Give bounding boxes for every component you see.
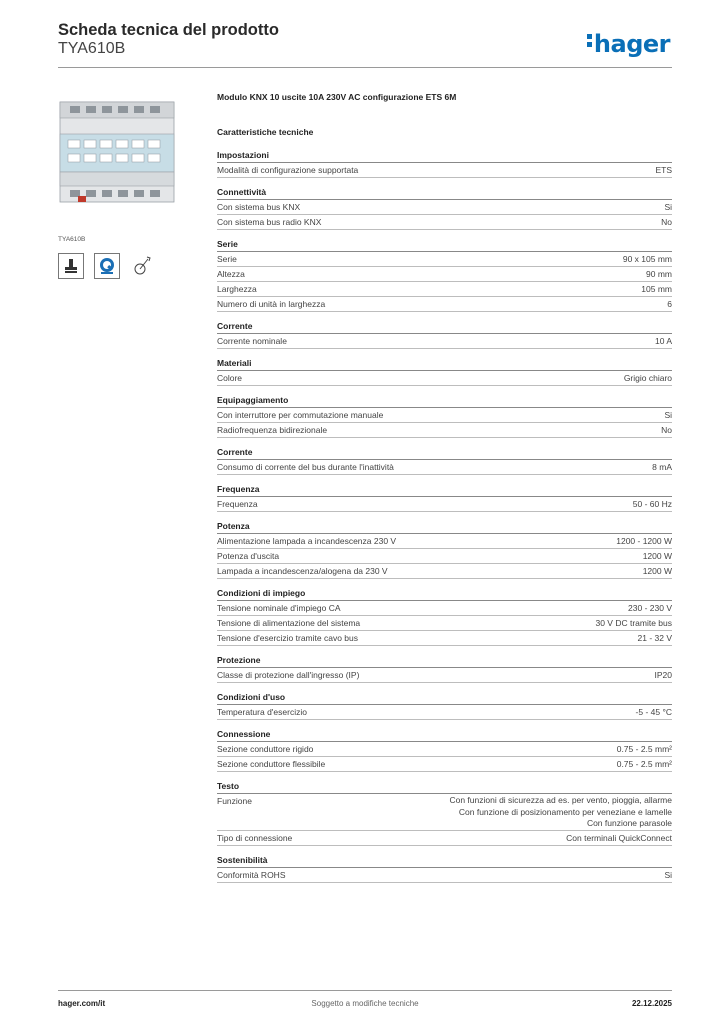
spec-row (217, 408, 672, 423)
product-sidebar (58, 92, 198, 279)
spec-section (217, 446, 672, 475)
spec-label: Colore (217, 373, 243, 383)
section-heading: Testo (217, 780, 672, 794)
tech-heading: Caratteristiche tecniche (217, 127, 314, 137)
spec-value: 1200 W (642, 566, 672, 576)
spec-label: Lampada a incandescenza/alogena da 230 V (217, 566, 388, 576)
spec-row (217, 200, 672, 215)
section-heading: Materiali (217, 357, 672, 371)
spec-value: 90 x 105 mm (622, 254, 672, 264)
page-header (58, 20, 672, 70)
spec-row (217, 564, 672, 579)
certification-badges (58, 253, 198, 279)
spec-value: 6 (667, 299, 672, 309)
spec-label: Alimentazione lampada a incandescenza 230 V (217, 536, 397, 546)
spec-row (217, 334, 672, 349)
spec-value: 21 - 32 V (637, 633, 672, 643)
product-image (58, 92, 176, 212)
spec-label: Tensione di alimentazione del sistema (217, 618, 361, 628)
section-heading: Equipaggiamento (217, 394, 672, 408)
spec-value: 0.75 - 2.5 mm² (616, 759, 672, 769)
spec-value: 90 mm (646, 269, 672, 279)
spec-label: Altezza (217, 269, 245, 279)
page-title: Scheda tecnica del prodotto (58, 21, 279, 39)
spec-row (217, 742, 672, 757)
spec-section (217, 854, 672, 883)
spec-label: Larghezza (217, 284, 257, 294)
footer-website-link[interactable]: hager.com/it (58, 999, 106, 1008)
spec-section (217, 728, 672, 772)
spec-value: Con terminali QuickConnect (566, 832, 672, 843)
section-heading: Connessione (217, 728, 672, 742)
spec-label: Frequenza (217, 499, 258, 509)
section-heading: Condizioni d'uso (217, 691, 672, 705)
tech-specs (217, 92, 672, 883)
section-heading: Frequenza (217, 483, 672, 497)
spec-row (217, 460, 672, 475)
spec-row (217, 282, 672, 297)
spec-label: Consumo di corrente del bus durante l'inattività (217, 462, 394, 472)
spec-value: No (661, 425, 672, 435)
spec-value: Si (664, 202, 672, 212)
spec-label: Funzione (217, 796, 252, 806)
spec-row (217, 705, 672, 720)
spec-label: Classe di protezione dall'ingresso (IP) (217, 670, 360, 680)
logo-text: hager (593, 30, 670, 58)
section-heading: Potenza (217, 520, 672, 534)
quality-mark-icon (94, 253, 120, 279)
spec-row (217, 252, 672, 267)
spec-sections (217, 149, 672, 883)
spec-row (217, 831, 672, 846)
spec-value: Si (664, 869, 672, 880)
spec-value: 105 mm (641, 284, 672, 294)
spec-row (217, 616, 672, 631)
spec-row (217, 668, 672, 683)
spec-section (217, 149, 672, 178)
page-footer (58, 990, 672, 1017)
knx-certification-icon (58, 253, 84, 279)
spec-section (217, 186, 672, 230)
spec-value: 50 - 60 Hz (632, 499, 672, 509)
spec-label: Tipo di connessione (217, 832, 293, 843)
spec-label: Potenza d'uscita (217, 551, 280, 561)
spec-section (217, 587, 672, 646)
spec-row (217, 497, 672, 512)
header-divider (58, 67, 672, 68)
footer-date: 22.12.2025 (631, 999, 672, 1008)
spec-label: Tensione d'esercizio tramite cavo bus (217, 633, 358, 643)
spec-row (217, 868, 672, 883)
image-caption: TYA610B (58, 236, 86, 243)
spec-value: -5 - 45 °C (635, 707, 672, 717)
spec-value: IP20 (654, 670, 672, 680)
spec-label: Sezione conduttore rigido (217, 744, 314, 754)
section-heading: Connettività (217, 186, 672, 200)
spec-row (217, 267, 672, 282)
spec-value: 10 A (654, 336, 672, 346)
spec-section (217, 654, 672, 683)
spec-value: 1200 W (642, 551, 672, 561)
spec-value: Grigio chiaro (623, 373, 672, 383)
spec-value: Si (664, 410, 672, 420)
spec-value: 0.75 - 2.5 mm² (616, 744, 672, 754)
quickconnect-icon (130, 253, 156, 279)
spec-row (217, 549, 672, 564)
spec-row (217, 163, 672, 178)
spec-value: No (661, 217, 672, 227)
section-heading: Sostenibilità (217, 854, 672, 868)
spec-label: Conformità ROHS (217, 869, 286, 880)
spec-section (217, 780, 672, 846)
spec-section (217, 483, 672, 512)
spec-row (217, 371, 672, 386)
spec-label: Sezione conduttore flessibile (217, 759, 326, 769)
footer-note: Soggetto a modifiche tecniche (311, 999, 419, 1008)
section-heading: Impostazioni (217, 149, 672, 163)
hager-logo[interactable] (587, 30, 670, 58)
spec-label: Con sistema bus KNX (217, 202, 301, 212)
spec-row (217, 601, 672, 616)
spec-label: Corrente nominale (217, 336, 287, 346)
section-heading: Corrente (217, 446, 672, 460)
spec-value: 8 mA (652, 462, 672, 472)
section-heading: Protezione (217, 654, 672, 668)
section-heading: Condizioni di impiego (217, 587, 672, 601)
spec-label: Temperatura d'esercizio (217, 707, 307, 717)
spec-value: Con funzioni di sicurezza ad es. per vento, pioggia, allarme Con funzione di posizionamento per veneziane e lamelle Con funzione parasole (449, 795, 672, 828)
spec-label: Numero di unità in larghezza (217, 299, 326, 309)
spec-row (217, 423, 672, 438)
spec-row (217, 215, 672, 230)
spec-section (217, 394, 672, 438)
spec-value: ETS (655, 165, 672, 175)
spec-row (217, 757, 672, 772)
spec-label: Con interruttore per commutazione manuale (217, 410, 384, 420)
spec-section (217, 320, 672, 349)
spec-value: 230 - 230 V (628, 603, 672, 613)
spec-section (217, 238, 672, 312)
spec-row (217, 534, 672, 549)
spec-label: Con sistema bus radio KNX (217, 217, 322, 227)
product-title: Modulo KNX 10 uscite 10A 230V AC configurazione ETS 6M (217, 92, 457, 102)
spec-row (217, 794, 672, 831)
spec-section (217, 691, 672, 720)
product-code: TYA610B (58, 40, 126, 57)
spec-label: Serie (217, 254, 237, 264)
spec-value: 30 V DC tramite bus (595, 618, 672, 628)
spec-section (217, 520, 672, 579)
spec-label: Modalità di configurazione supportata (217, 165, 359, 175)
spec-label: Radiofrequenza bidirezionale (217, 425, 328, 435)
section-heading: Serie (217, 238, 672, 252)
section-heading: Corrente (217, 320, 672, 334)
spec-section (217, 357, 672, 386)
spec-row (217, 631, 672, 646)
spec-label: Tensione nominale d'impiego CA (217, 603, 341, 613)
spec-row (217, 297, 672, 312)
spec-value: 1200 - 1200 W (616, 536, 672, 546)
logo-dots-icon (587, 34, 592, 50)
